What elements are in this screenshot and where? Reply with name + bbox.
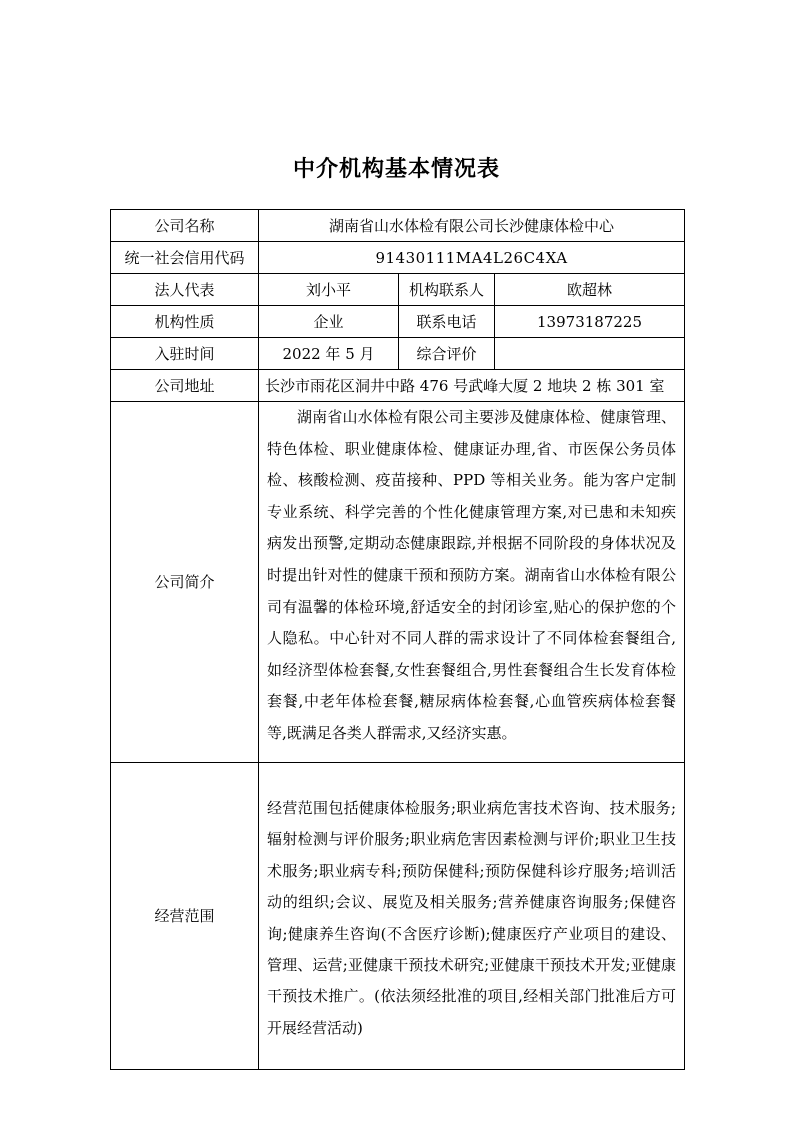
join-time-value: 2022 年 5 月 (259, 338, 399, 370)
intro-text: 湖南省山水体检有限公司主要涉及健康体检、健康管理、特色体检、职业健康体检、健康证办理,省、市医保公务员体检、核酸检测、疫苗接种、PPD 等相关业务。能为客户定制专业系统、科学完善的个性化健康管理方案,对已患和未知疾病发出预警,定期动态健康跟踪,并根据不同阶段的身体状况及时提出针对性的健康干预和预防方案。湖南省山水体检有限公司有温馨的体检环境,舒适安全的封闭诊室,贴心的保护您的个人隐私。中心针对不同人群的需求设计了不同体检套餐组合,如经济型体检套餐,女性套餐组合,男性套餐组合生长发育体检套餐,中老年体检套餐,糖尿病体检套餐,心血管疾病体检套餐等,既满足各类人群需求,又经济实惠。 (267, 408, 677, 742)
row-legal-rep (111, 274, 685, 306)
row-address (111, 370, 685, 402)
company-name-value: 湖南省山水体检有限公司长沙健康体检中心 (259, 210, 685, 242)
row-company-name (111, 210, 685, 242)
legal-rep-value: 刘小平 (259, 274, 399, 306)
rating-value (495, 338, 685, 370)
intro-label: 公司简介 (111, 402, 259, 763)
scope-cell (259, 763, 685, 1070)
contact-label: 机构联系人 (399, 274, 495, 306)
page-title: 中介机构基本情况表 (292, 156, 500, 182)
contact-value: 欧超林 (495, 274, 685, 306)
phone-value: 13973187225 (495, 306, 685, 338)
row-join-time (111, 338, 685, 370)
info-table (110, 209, 685, 1070)
address-value: 长沙市雨花区洞井中路 476 号武峰大厦 2 地块 2 栋 301 室 (259, 370, 685, 402)
row-intro (111, 402, 685, 763)
legal-rep-label: 法人代表 (111, 274, 259, 306)
row-scope (111, 763, 685, 1070)
rating-label: 综合评价 (399, 338, 495, 370)
company-name-label: 公司名称 (111, 210, 259, 242)
row-org-type (111, 306, 685, 338)
credit-code-value: 91430111MA4L26C4XA (259, 242, 685, 274)
scope-label: 经营范围 (111, 763, 259, 1070)
intro-cell (259, 402, 685, 763)
address-label: 公司地址 (111, 370, 259, 402)
org-type-label: 机构性质 (111, 306, 259, 338)
credit-code-label: 统一社会信用代码 (111, 242, 259, 274)
join-time-label: 入驻时间 (111, 338, 259, 370)
scope-text: 经营范围包括健康体检服务;职业病危害技术咨询、技术服务;辐射检测与评价服务;职业病危害因素检测与评价;职业卫生技术服务;职业病专科;预防保健科;预防保健科诊疗服务;培训活动的组织;会议、展览及相关服务;营养健康咨询服务;保健咨询;健康养生咨询(不含医疗诊断);健康医疗产业项目的建设、管理、运营;亚健康干预技术研究;亚健康干预技术开发;亚健康干预技术推广。(依法须经批准的项目,经相关部门批准后方可开展经营活动) (267, 799, 677, 1037)
phone-label: 联系电话 (399, 306, 495, 338)
org-type-value: 企业 (259, 306, 399, 338)
row-credit-code (111, 242, 685, 274)
